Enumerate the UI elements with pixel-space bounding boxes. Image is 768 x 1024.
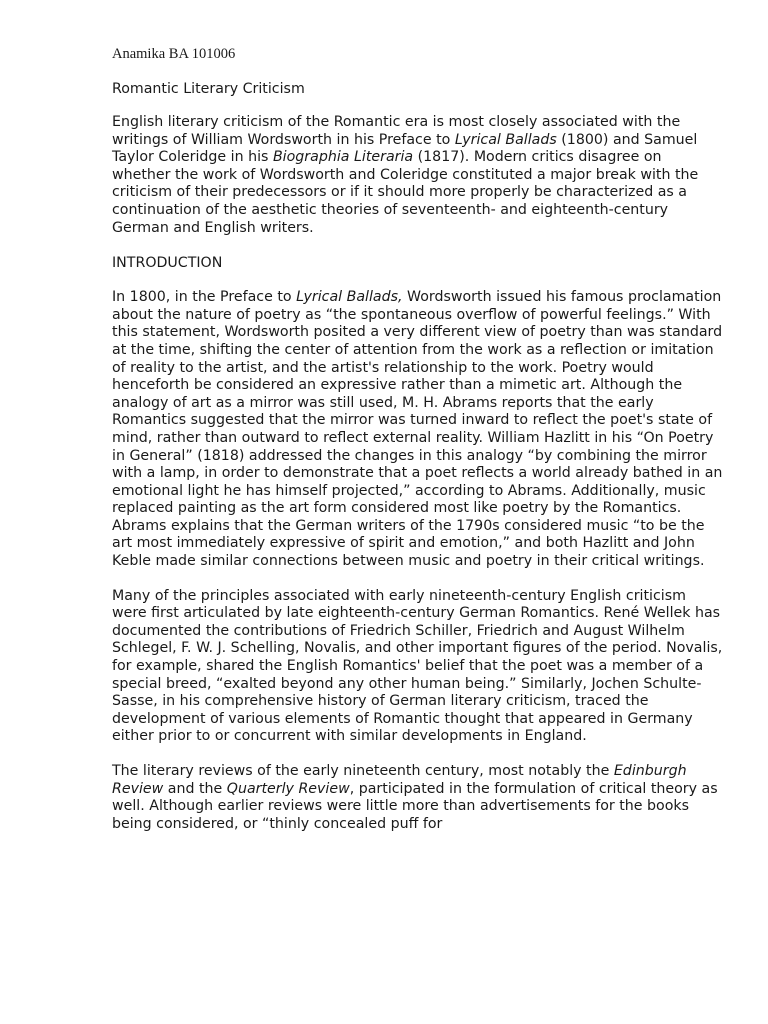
paragraph-4-text-e: , participated in the formulation of critical theory as well. Although earlier reviews were little more than advertisements for the books being considered, or “thinly concealed puff for <box>112 780 718 832</box>
paragraph-1-italic-b: Lyrical Ballads <box>454 131 557 148</box>
paragraph-1-text-c: (1800) and Samuel Taylor Coleridge in his <box>112 131 698 166</box>
section-heading: INTRODUCTION <box>112 255 223 272</box>
paragraph-2-italic-b: Lyrical Ballads, <box>296 289 403 306</box>
paragraph-4-italic-b: Edinburgh Review <box>112 763 687 797</box>
document-page <box>112 44 724 850</box>
paragraph-1-text-a: English literary criticism of the Romantic era is most closely associated with the writings of William Wordsworth in his Preface to <box>112 114 681 148</box>
paragraph-4 <box>112 763 724 833</box>
paragraph-4-text-a: The literary reviews of the early nineteenth century, most notably the <box>112 763 614 779</box>
paragraph-1 <box>112 114 724 237</box>
paragraph-1-text-e: (1817). Modern critics disagree on whether the work of Wordsworth and Coleridge constituted a major break with the criticism of their predecessors or if it should more properly be characterized as a continuation of the aesthetic theories of seventeenth- and eighteenth-century German and English writers. <box>112 149 699 236</box>
document-title: Romantic Literary Criticism <box>112 81 305 97</box>
author-line: Anamika BA 101006 <box>112 46 236 62</box>
paragraph-2-text-c: Wordsworth issued his famous proclamation about the nature of poetry as “the spontaneous overflow of powerful feelings.” With this statement, Wordsworth posited a very different view of poetry than was standard at the time, shifting the center of attention from the work as a reflection or imitation of reality to the artist, and the artist's relationship to the work. Poetry would henceforth be considered an expressive rather than a mimetic art. Although the analogy of art as a mirror was still used, M. H. Abrams reports that the early Romantics suggested that the mirror was turned inward to reflect the poet's state of mind, rather than outward to reflect external reality. William Hazlitt in his “On Poetry in General” (1818) addressed the changes in this analogy “by combining the mirror with a lamp, in order to demonstrate that a poet reflects a world already bathed in an emotional light he has himself projected,” according to Abrams. Additionally, music replaced painting as the art form considered most like poetry by the Romantics. Abrams explains that the German writers of the 1790s considered music “to be the art most immediately expressive of spirit and emotion,” and both Hazlitt and John Keble made similar connections between music and poetry in their critical writings. <box>112 289 723 570</box>
paragraph-2-text-a: In 1800, in the Preface to <box>112 289 297 306</box>
paragraph-4-italic-d: Quarterly Review <box>226 780 350 797</box>
paragraph-1-italic-d: Biographia Literaria <box>272 149 414 166</box>
paragraph-4-text-c: and the <box>163 780 227 797</box>
paragraph-2 <box>112 289 724 571</box>
paragraph-3: Many of the principles associated with early nineteenth-century English criticism were first articulated by late eighteenth-century German Romantics. René Wellek has documented the contributions of Friedrich Schiller, Friedrich and August Wilhelm Schlegel, F. W. J. Schelling, Novalis, and other important figures of the period. Novalis, for example, shared the English Romantics' belief that the poet was a member of a special breed, “exalted beyond any other human being.” Similarly, Jochen Schulte-Sasse, in his comprehensive history of German literary criticism, traced the development of various elements of Romantic thought that appeared in Germany either prior to or concurrent with similar developments in England. <box>112 587 723 745</box>
